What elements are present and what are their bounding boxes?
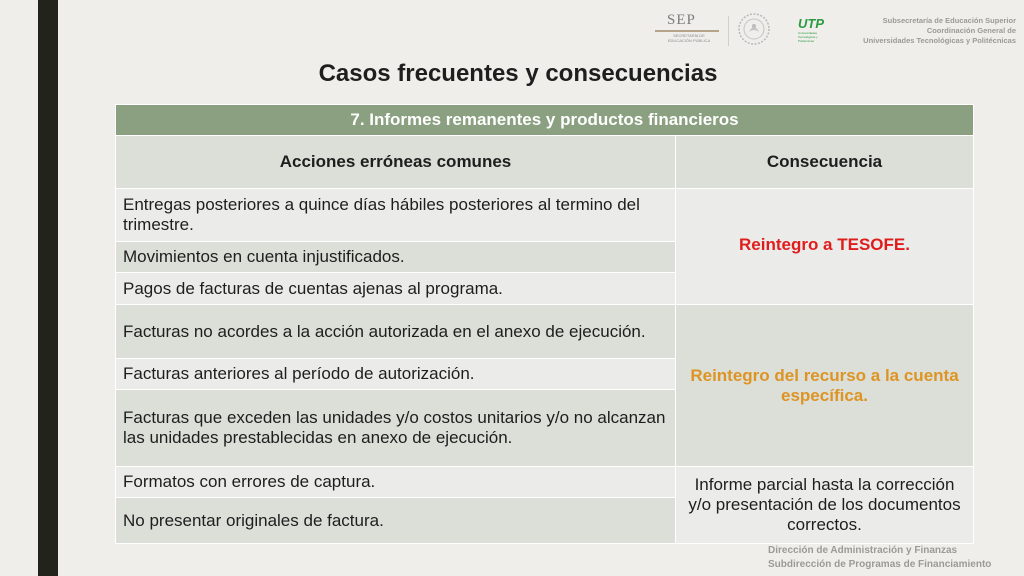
action-cell: Facturas no acordes a la acción autorizada en el anexo de ejecución. <box>116 305 676 359</box>
sep-logo-subtext: SECRETARÍA DE EDUCACIÓN PÚBLICA <box>667 33 711 43</box>
action-cell: Pagos de facturas de cuentas ajenas al programa. <box>116 273 676 305</box>
utp-logo-text: UTP <box>798 16 824 31</box>
footer-line: Dirección de Administración y Finanzas <box>768 545 958 556</box>
column-header-actions: Acciones erróneas comunes <box>116 136 676 189</box>
table-row <box>116 305 974 359</box>
action-cell: Facturas que exceden las unidades y/o costos unitarios y/o no alcanzan las unidades prestablecidas en anexo de ejecución. <box>116 390 676 467</box>
consequence-text: Informe parcial hasta la corrección y/o presentación de los documentos correctos. <box>688 475 961 534</box>
table-row <box>116 467 974 498</box>
institution-line: Subsecretaría de Educación Superior <box>882 16 1016 25</box>
sep-logo-text: SEP <box>667 12 696 28</box>
slide-title: Casos frecuentes y consecuencias <box>318 60 718 87</box>
consequence-cell <box>676 467 974 544</box>
table-caption-row <box>116 105 974 136</box>
cases-table <box>115 104 974 544</box>
table-header-row <box>116 136 974 189</box>
consequence-cell <box>676 305 974 467</box>
logo-divider <box>728 16 729 46</box>
table-row <box>116 189 974 242</box>
sep-logo <box>655 12 719 46</box>
action-cell: No presentar originales de factura. <box>116 498 676 544</box>
action-cell: Entregas posteriores a quince días hábiles posteriores al termino del trimestre. <box>116 189 676 242</box>
action-cell: Movimientos en cuenta injustificados. <box>116 242 676 273</box>
action-cell: Facturas anteriores al período de autorización. <box>116 359 676 390</box>
footer-credits <box>768 544 991 572</box>
column-header-consequence: Consecuencia <box>676 136 974 189</box>
utp-logo <box>798 16 832 42</box>
consequence-text: Reintegro del recurso a la cuenta específica. <box>690 365 959 405</box>
mexico-seal-icon <box>737 12 771 46</box>
institution-line: Coordinación General de <box>926 26 1016 35</box>
table-caption: 7. Informes remanentes y productos financieros <box>116 105 974 136</box>
institution-name <box>863 16 1016 46</box>
utp-logo-subtext: Universidades Tecnológicas y Politécnicas <box>798 31 818 43</box>
sep-logo-rule <box>655 30 719 32</box>
action-cell: Formatos con errores de captura. <box>116 467 676 498</box>
footer-line: Subdirección de Programas de Financiamiento <box>768 559 992 570</box>
institution-line: Universidades Tecnológicas y Politécnicas <box>863 36 1016 45</box>
consequence-text: Reintegro a TESOFE. <box>739 235 910 254</box>
consequence-cell <box>676 189 974 305</box>
